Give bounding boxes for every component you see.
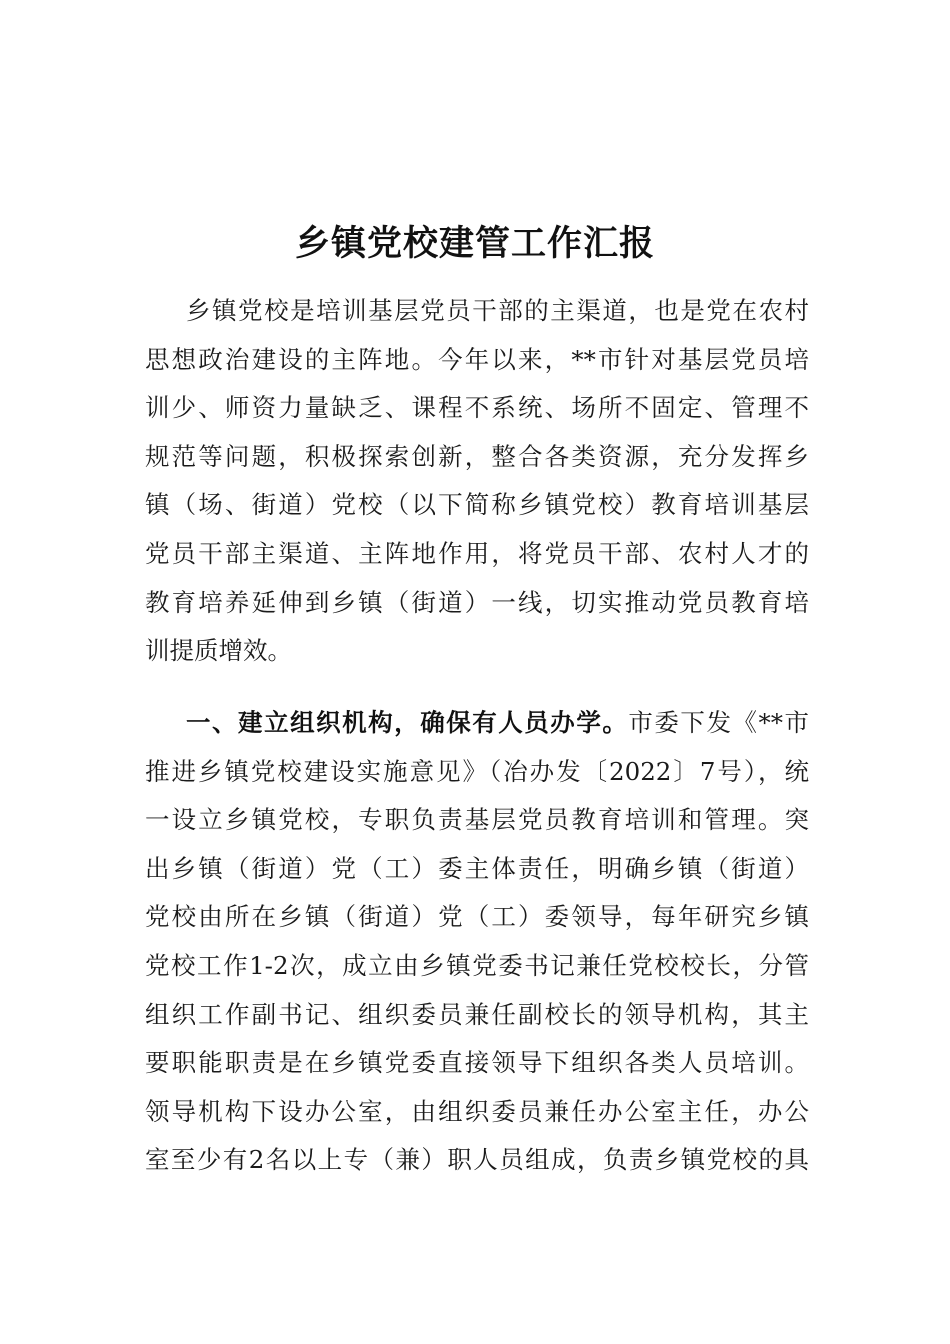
- paragraph-line: 室至少有2名以上专（兼）职人员组成，负责乡镇党校的具: [145, 1145, 809, 1175]
- paragraph-section-one: [145, 699, 809, 1185]
- paragraph-line: 推进乡镇党校建设实施意见》（冶办发〔2022〕7号），统: [145, 756, 809, 786]
- paragraph-line: 党校工作1-2次，成立由乡镇党委书记兼任党校校长，分管: [145, 950, 809, 980]
- document-title: 乡镇党校建管工作汇报: [294, 223, 655, 264]
- paragraph-line: 训少、师资力量缺乏、课程不系统、场所不固定、管理不: [145, 393, 809, 423]
- paragraph-line: 党校由所在乡镇（街道）党（工）委领导，每年研究乡镇: [145, 902, 809, 932]
- paragraph-line: 要职能职责是在乡镇党委直接领导下组织各类人员培训。: [145, 1048, 809, 1078]
- paragraph-line: 镇（场、街道）党校（以下简称乡镇党校）教育培训基层: [145, 490, 809, 520]
- paragraph-intro: [145, 287, 809, 676]
- paragraph-line: 领导机构下设办公室，由组织委员兼任办公室主任，办公: [145, 1096, 809, 1126]
- paragraph-line: 组织工作副书记、组织委员兼任副校长的领导机构，其主: [145, 999, 809, 1029]
- paragraph-line: 训提质增效。: [145, 636, 292, 666]
- paragraph-line: 规范等问题，积极探索创新，整合各类资源，充分发挥乡: [145, 441, 809, 471]
- paragraph-line: 党员干部主渠道、主阵地作用，将党员干部、农村人才的: [145, 538, 809, 568]
- paragraph-line: 乡镇党校是培训基层党员干部的主渠道，也是党在农村: [186, 296, 809, 325]
- paragraph-line: 教育培养延伸到乡镇（街道）一线，切实推动党员教育培: [145, 587, 809, 617]
- section-heading-continuation: 市委下发《**市: [628, 708, 810, 737]
- section-heading: 一、建立组织机构，确保有人员办学。: [186, 708, 629, 737]
- paragraph-line: 一设立乡镇党校，专职负责基层党员教育培训和管理。突: [145, 805, 809, 835]
- paragraph-line: [145, 699, 809, 748]
- paragraph-line: 思想政治建设的主阵地。今年以来，**市针对基层党员培: [145, 344, 809, 374]
- paragraph-line: 出乡镇（街道）党（工）委主体责任，明确乡镇（街道）: [145, 853, 809, 883]
